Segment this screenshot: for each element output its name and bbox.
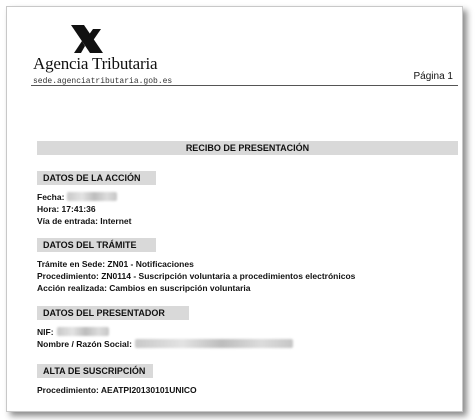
nombre-label: Nombre / Razón Social:	[37, 339, 132, 349]
nombre-row	[37, 339, 293, 350]
via-row: Vía de entrada: Internet	[37, 216, 132, 226]
fecha-row	[37, 192, 117, 203]
redacted-nif	[57, 327, 109, 336]
section-heading-tramite: DATOS DEL TRÁMITE	[37, 238, 156, 252]
alta-procedimiento-row: Procedimiento: AEATPI20130101UNICO	[37, 385, 197, 395]
procedimiento-row: Procedimiento: ZN0114 - Suscripción voluntaria a procedimientos electrónicos	[37, 271, 356, 281]
page-number: Página 1	[413, 71, 453, 82]
section-heading-accion: DATOS DE LA ACCIÓN	[37, 171, 156, 185]
agency-name: Agencia Tributaria	[33, 54, 158, 73]
nif-label: NIF:	[37, 327, 54, 337]
nif-row	[37, 327, 109, 338]
redacted-fecha	[67, 192, 117, 201]
accion-realizada-row: Acción realizada: Cambios en suscripción voluntaria	[37, 283, 251, 293]
agency-emblem-icon	[71, 25, 103, 53]
section-heading-alta: ALTA DE SUSCRIPCIÓN	[37, 364, 153, 378]
document-title: RECIBO DE PRESENTACIÓN	[37, 141, 458, 155]
fecha-label: Fecha:	[37, 192, 65, 202]
header-divider	[31, 85, 458, 86]
site-url: sede.agenciatributaria.gob.es	[33, 77, 173, 86]
redacted-nombre	[135, 339, 293, 348]
section-heading-presentador: DATOS DEL PRESENTADOR	[37, 306, 189, 320]
tramite-sede-row: Trámite en Sede: ZN01 - Notificaciones	[37, 259, 194, 269]
receipt-page	[6, 6, 463, 412]
hora-row: Hora: 17:41:36	[37, 204, 96, 214]
